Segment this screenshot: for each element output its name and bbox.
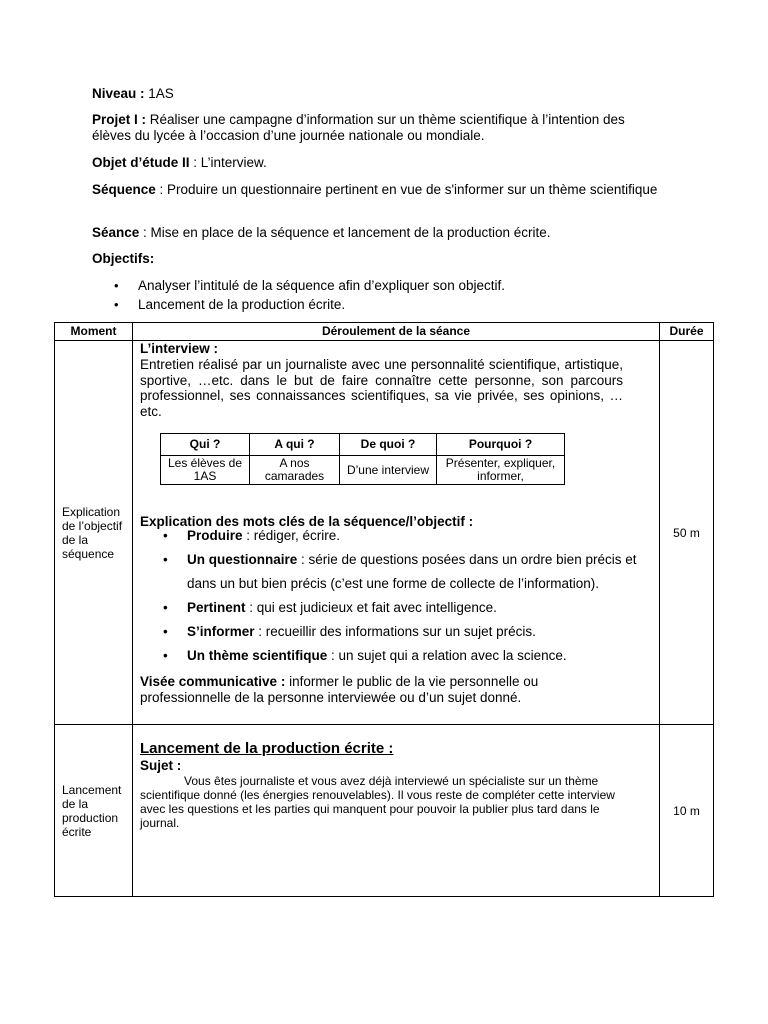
objet-label: Objet d’étude II bbox=[92, 155, 190, 170]
niveau-label: Niveau : bbox=[92, 86, 145, 101]
q-header-de-quoi: De quoi ? bbox=[340, 434, 437, 456]
sequence-line bbox=[92, 182, 662, 198]
table-row bbox=[55, 341, 714, 725]
seance-value: : Mise en place de la séquence et lancement de la production écrite. bbox=[139, 225, 551, 240]
table-row bbox=[55, 725, 714, 897]
q-value-a-qui: A nos camarades bbox=[250, 456, 340, 485]
table-header-row bbox=[55, 323, 714, 341]
header-duree: Durée bbox=[660, 323, 714, 341]
mots-cles-title: Explication des mots clés de la séquence/l’objectif : bbox=[140, 514, 474, 529]
seance-label: Séance bbox=[92, 225, 140, 240]
header-moment: Moment bbox=[55, 323, 133, 341]
objet-value: : L’interview. bbox=[189, 155, 267, 170]
q-header-a-qui: A qui ? bbox=[250, 434, 340, 456]
visee-label: Visée communicative : bbox=[140, 674, 286, 689]
objectifs-label: Objectifs: bbox=[92, 251, 155, 266]
q-value-de-quoi: D’une interview bbox=[340, 456, 437, 485]
list-item: • Lancement de la production écrite. bbox=[112, 295, 505, 314]
duree-explication: 50 m bbox=[660, 341, 714, 725]
interview-definition: Entretien réalisé par un journaliste avec une personnalité scientifique, artistique, sportive, …etc. dans le but de faire connaître cette personne, son parcours professionnel, ses connaissances scientifiques, sa vie privée, ses opinions, …etc. bbox=[140, 357, 623, 419]
sequence-value: : Produire un questionnaire pertinent en vue de s'informer sur un thème scientifique bbox=[155, 182, 658, 197]
list-item: • Pertinent : qui est judicieux et fait avec intelligence. bbox=[163, 596, 659, 620]
moment-lancement: Lancement de la production écrite bbox=[55, 725, 133, 897]
mots-cles-list bbox=[163, 524, 659, 668]
list-item: • Produire : rédiger, écrire. bbox=[163, 524, 659, 548]
visee-text: informer le public de la vie personnelle ou professionnelle de la personne interviewée ou d’un sujet donné. bbox=[140, 674, 539, 705]
objet-line bbox=[92, 155, 662, 171]
deroulement-explication bbox=[133, 341, 660, 725]
projet-label: Projet I : bbox=[92, 112, 147, 127]
lancement-title: Lancement de la production écrite : bbox=[140, 740, 394, 757]
sequence-label: Séquence bbox=[92, 182, 156, 197]
niveau-value: 1AS bbox=[144, 86, 174, 101]
interview-title: L’interview : bbox=[140, 341, 219, 356]
deroulement-lancement bbox=[133, 725, 660, 897]
list-item: • Un questionnaire : série de questions posées dans un ordre bien précis et dans un but bien précis (c’est une forme de collecte de l’information). bbox=[163, 548, 659, 596]
list-item: • Analyser l’intitulé de la séquence afin d’expliquer son objectif. bbox=[112, 276, 505, 295]
objectifs-heading bbox=[92, 251, 662, 267]
projet-line bbox=[92, 112, 662, 144]
niveau-line bbox=[92, 86, 662, 102]
list-item: • Un thème scientifique : un sujet qui a relation avec la science. bbox=[163, 644, 659, 668]
sujet-text: Vous êtes journaliste et vous avez déjà interviewé un spécialiste sur un thème scientifique donné (les énergies renouvelables). Il vous reste de compléter cette interview avec les questions et les parties qui manquent pour pouvoir la publier plus tard dans le journal. bbox=[140, 774, 615, 830]
q-value-qui: Les élèves de 1AS bbox=[161, 456, 250, 485]
q-header-pourquoi: Pourquoi ? bbox=[437, 434, 565, 456]
sujet-label: Sujet : bbox=[140, 758, 182, 773]
list-item: • S’informer : recueillir des informations sur un sujet précis. bbox=[163, 620, 659, 644]
projet-value: Réaliser une campagne d’information sur un thème scientifique à l’intention des élèves du lycée à l’occasion d’une journée nationale ou mondiale. bbox=[92, 112, 625, 143]
header-deroulement: Déroulement de la séance bbox=[133, 323, 660, 341]
seance-table bbox=[54, 322, 714, 897]
moment-explication: Explication de l’objectif de la séquence bbox=[55, 341, 133, 725]
seance-line bbox=[92, 225, 662, 241]
duree-lancement: 10 m bbox=[660, 725, 714, 897]
q-header-qui: Qui ? bbox=[161, 434, 250, 456]
questions-table bbox=[160, 433, 565, 485]
q-value-pourquoi: Présenter, expliquer, informer, bbox=[437, 456, 565, 485]
visee-communicative bbox=[140, 674, 610, 705]
objectifs-list bbox=[112, 276, 505, 314]
